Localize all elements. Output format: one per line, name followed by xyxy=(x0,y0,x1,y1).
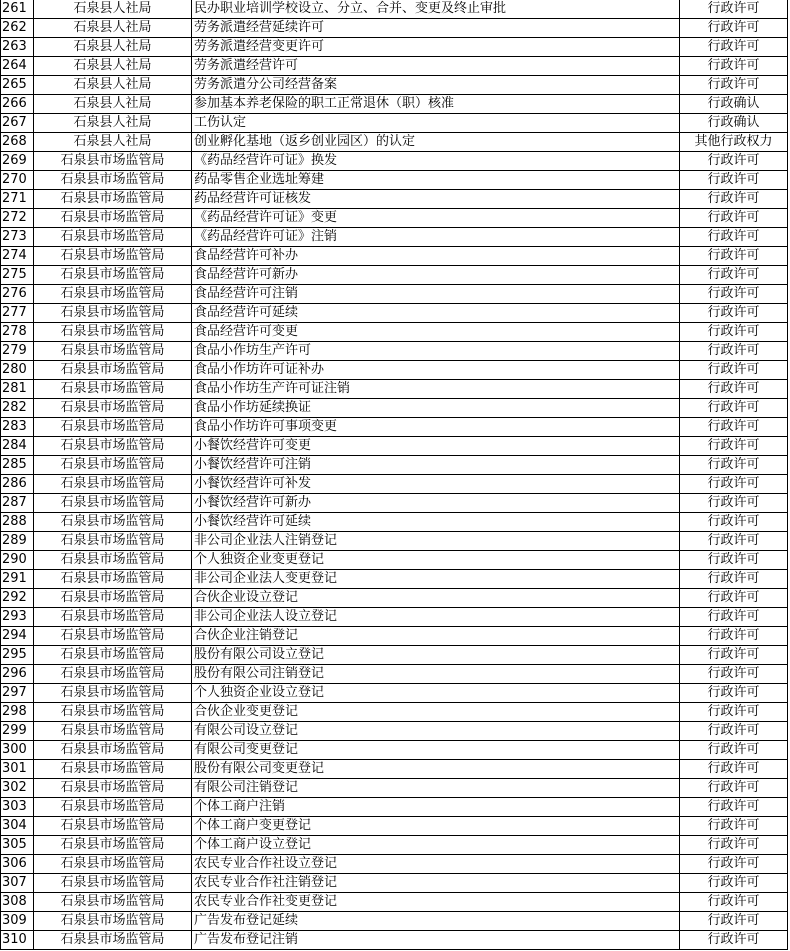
row-number-cell: 301 xyxy=(1,760,34,779)
power-type-cell: 行政许可 xyxy=(680,494,788,513)
power-type-cell: 行政许可 xyxy=(680,893,788,912)
department-cell: 石泉县市场监管局 xyxy=(34,665,192,684)
row-number-cell: 290 xyxy=(1,551,34,570)
department-cell: 石泉县人社局 xyxy=(34,133,192,152)
department-cell: 石泉县市场监管局 xyxy=(34,741,192,760)
department-cell: 石泉县市场监管局 xyxy=(34,152,192,171)
table-row xyxy=(1,418,788,437)
row-number-cell: 266 xyxy=(1,95,34,114)
row-number-cell: 310 xyxy=(1,931,34,950)
item-name-cell: 小餐饮经营许可补发 xyxy=(192,475,680,494)
row-number-cell: 274 xyxy=(1,247,34,266)
row-number-cell: 298 xyxy=(1,703,34,722)
item-name-cell: 小餐饮经营许可变更 xyxy=(192,437,680,456)
power-type-cell: 行政许可 xyxy=(680,741,788,760)
department-cell: 石泉县市场监管局 xyxy=(34,437,192,456)
department-cell: 石泉县市场监管局 xyxy=(34,931,192,950)
table-row xyxy=(1,703,788,722)
table-row xyxy=(1,209,788,228)
table-row xyxy=(1,494,788,513)
department-cell: 石泉县市场监管局 xyxy=(34,304,192,323)
item-name-cell: 食品小作坊生产许可 xyxy=(192,342,680,361)
power-type-cell: 行政许可 xyxy=(680,608,788,627)
power-type-cell: 行政许可 xyxy=(680,437,788,456)
department-cell: 石泉县市场监管局 xyxy=(34,893,192,912)
item-name-cell: 广告发布登记延续 xyxy=(192,912,680,931)
item-name-cell: 广告发布登记注销 xyxy=(192,931,680,950)
table-row xyxy=(1,19,788,38)
table-row xyxy=(1,95,788,114)
item-name-cell: 劳务派遣经营延续许可 xyxy=(192,19,680,38)
department-cell: 石泉县市场监管局 xyxy=(34,779,192,798)
table-row xyxy=(1,931,788,950)
department-cell: 石泉县市场监管局 xyxy=(34,228,192,247)
department-cell: 石泉县市场监管局 xyxy=(34,285,192,304)
item-name-cell: 食品经营许可变更 xyxy=(192,323,680,342)
row-number-cell: 264 xyxy=(1,57,34,76)
row-number-cell: 285 xyxy=(1,456,34,475)
item-name-cell: 股份有限公司变更登记 xyxy=(192,760,680,779)
power-type-cell: 行政许可 xyxy=(680,304,788,323)
item-name-cell: 有限公司设立登记 xyxy=(192,722,680,741)
department-cell: 石泉县市场监管局 xyxy=(34,855,192,874)
power-type-cell: 行政许可 xyxy=(680,570,788,589)
department-cell: 石泉县市场监管局 xyxy=(34,646,192,665)
power-type-cell: 行政确认 xyxy=(680,95,788,114)
table-row xyxy=(1,874,788,893)
item-name-cell: 食品小作坊生产许可证注销 xyxy=(192,380,680,399)
row-number-cell: 294 xyxy=(1,627,34,646)
item-name-cell: 非公司企业法人变更登记 xyxy=(192,570,680,589)
table-row xyxy=(1,646,788,665)
item-name-cell: 有限公司注销登记 xyxy=(192,779,680,798)
table-row xyxy=(1,912,788,931)
power-type-cell: 行政许可 xyxy=(680,532,788,551)
item-name-cell: 食品经营许可延续 xyxy=(192,304,680,323)
table-row xyxy=(1,589,788,608)
power-type-cell: 行政许可 xyxy=(680,475,788,494)
department-cell: 石泉县市场监管局 xyxy=(34,722,192,741)
row-number-cell: 292 xyxy=(1,589,34,608)
power-type-cell: 行政许可 xyxy=(680,171,788,190)
power-type-cell: 行政许可 xyxy=(680,589,788,608)
row-number-cell: 283 xyxy=(1,418,34,437)
table-row xyxy=(1,247,788,266)
department-cell: 石泉县市场监管局 xyxy=(34,608,192,627)
department-cell: 石泉县人社局 xyxy=(34,95,192,114)
power-type-cell: 行政许可 xyxy=(680,665,788,684)
power-type-cell: 行政许可 xyxy=(680,399,788,418)
row-number-cell: 309 xyxy=(1,912,34,931)
department-cell: 石泉县市场监管局 xyxy=(34,703,192,722)
row-number-cell: 304 xyxy=(1,817,34,836)
department-cell: 石泉县市场监管局 xyxy=(34,456,192,475)
power-type-cell: 行政许可 xyxy=(680,57,788,76)
department-cell: 石泉县市场监管局 xyxy=(34,171,192,190)
row-number-cell: 269 xyxy=(1,152,34,171)
power-type-cell: 行政许可 xyxy=(680,456,788,475)
item-name-cell: 食品小作坊延续换证 xyxy=(192,399,680,418)
item-name-cell: 劳务派遣经营变更许可 xyxy=(192,38,680,57)
table-row xyxy=(1,38,788,57)
department-cell: 石泉县人社局 xyxy=(34,57,192,76)
item-name-cell: 股份有限公司注销登记 xyxy=(192,665,680,684)
row-number-cell: 307 xyxy=(1,874,34,893)
table-row xyxy=(1,627,788,646)
row-number-cell: 275 xyxy=(1,266,34,285)
table-row xyxy=(1,190,788,209)
department-cell: 石泉县人社局 xyxy=(34,76,192,95)
item-name-cell: 合伙企业变更登记 xyxy=(192,703,680,722)
table-row xyxy=(1,171,788,190)
power-type-cell: 行政许可 xyxy=(680,646,788,665)
item-name-cell: 小餐饮经营许可新办 xyxy=(192,494,680,513)
item-name-cell: 股份有限公司设立登记 xyxy=(192,646,680,665)
item-name-cell: 个体工商户变更登记 xyxy=(192,817,680,836)
power-type-cell: 行政许可 xyxy=(680,627,788,646)
item-name-cell: 食品经营许可注销 xyxy=(192,285,680,304)
table-row xyxy=(1,342,788,361)
row-number-cell: 270 xyxy=(1,171,34,190)
power-type-cell: 行政许可 xyxy=(680,760,788,779)
table-row xyxy=(1,133,788,152)
item-name-cell: 个体工商户设立登记 xyxy=(192,836,680,855)
item-name-cell: 农民专业合作社变更登记 xyxy=(192,893,680,912)
table-row xyxy=(1,817,788,836)
department-cell: 石泉县市场监管局 xyxy=(34,874,192,893)
table-row xyxy=(1,76,788,95)
item-name-cell: 民办职业培训学校设立、分立、合并、变更及终止审批 xyxy=(192,0,680,19)
row-number-cell: 265 xyxy=(1,76,34,95)
row-number-cell: 289 xyxy=(1,532,34,551)
power-type-cell: 行政许可 xyxy=(680,722,788,741)
power-type-cell: 行政许可 xyxy=(680,342,788,361)
table-row xyxy=(1,665,788,684)
row-number-cell: 299 xyxy=(1,722,34,741)
table-row xyxy=(1,779,788,798)
item-name-cell: 劳务派遣经营许可 xyxy=(192,57,680,76)
power-type-cell: 行政许可 xyxy=(680,76,788,95)
power-type-cell: 行政许可 xyxy=(680,703,788,722)
row-number-cell: 278 xyxy=(1,323,34,342)
power-type-cell: 行政许可 xyxy=(680,152,788,171)
department-cell: 石泉县市场监管局 xyxy=(34,570,192,589)
power-type-cell: 行政许可 xyxy=(680,19,788,38)
item-name-cell: 个人独资企业设立登记 xyxy=(192,684,680,703)
power-type-cell: 其他行政权力 xyxy=(680,133,788,152)
item-name-cell: 非公司企业法人注销登记 xyxy=(192,532,680,551)
table-row xyxy=(1,855,788,874)
table-body xyxy=(1,0,788,950)
item-name-cell: 创业孵化基地（返乡创业园区）的认定 xyxy=(192,133,680,152)
row-number-cell: 272 xyxy=(1,209,34,228)
row-number-cell: 291 xyxy=(1,570,34,589)
power-type-cell: 行政许可 xyxy=(680,0,788,19)
item-name-cell: 非公司企业法人设立登记 xyxy=(192,608,680,627)
table-row xyxy=(1,760,788,779)
department-cell: 石泉县市场监管局 xyxy=(34,190,192,209)
item-name-cell: 个人独资企业变更登记 xyxy=(192,551,680,570)
item-name-cell: 农民专业合作社注销登记 xyxy=(192,874,680,893)
table-row xyxy=(1,684,788,703)
power-type-cell: 行政许可 xyxy=(680,798,788,817)
row-number-cell: 288 xyxy=(1,513,34,532)
department-cell: 石泉县市场监管局 xyxy=(34,532,192,551)
row-number-cell: 287 xyxy=(1,494,34,513)
item-name-cell: 工伤认定 xyxy=(192,114,680,133)
row-number-cell: 279 xyxy=(1,342,34,361)
item-name-cell: 食品小作坊许可事项变更 xyxy=(192,418,680,437)
table-row xyxy=(1,475,788,494)
table-row xyxy=(1,228,788,247)
row-number-cell: 308 xyxy=(1,893,34,912)
row-number-cell: 261 xyxy=(1,0,34,19)
power-type-cell: 行政许可 xyxy=(680,836,788,855)
power-type-cell: 行政许可 xyxy=(680,247,788,266)
row-number-cell: 276 xyxy=(1,285,34,304)
table-row xyxy=(1,399,788,418)
row-number-cell: 300 xyxy=(1,741,34,760)
power-type-cell: 行政许可 xyxy=(680,285,788,304)
power-type-cell: 行政许可 xyxy=(680,228,788,247)
item-name-cell: 药品零售企业选址筹建 xyxy=(192,171,680,190)
power-type-cell: 行政确认 xyxy=(680,114,788,133)
table-row xyxy=(1,836,788,855)
power-type-cell: 行政许可 xyxy=(680,779,788,798)
table-row xyxy=(1,741,788,760)
department-cell: 石泉县市场监管局 xyxy=(34,684,192,703)
department-cell: 石泉县市场监管局 xyxy=(34,836,192,855)
table-row xyxy=(1,323,788,342)
table-row xyxy=(1,57,788,76)
table-row xyxy=(1,551,788,570)
table-row xyxy=(1,532,788,551)
row-number-cell: 262 xyxy=(1,19,34,38)
table-row xyxy=(1,798,788,817)
power-type-cell: 行政许可 xyxy=(680,361,788,380)
row-number-cell: 293 xyxy=(1,608,34,627)
department-cell: 石泉县市场监管局 xyxy=(34,627,192,646)
item-name-cell: 食品经营许可新办 xyxy=(192,266,680,285)
department-cell: 石泉县市场监管局 xyxy=(34,475,192,494)
power-type-cell: 行政许可 xyxy=(680,855,788,874)
table-row xyxy=(1,437,788,456)
table-row xyxy=(1,722,788,741)
table-row xyxy=(1,361,788,380)
row-number-cell: 297 xyxy=(1,684,34,703)
department-cell: 石泉县市场监管局 xyxy=(34,209,192,228)
item-name-cell: 《药品经营许可证》换发 xyxy=(192,152,680,171)
table-row xyxy=(1,0,788,19)
item-name-cell: 食品经营许可补办 xyxy=(192,247,680,266)
item-name-cell: 小餐饮经营许可注销 xyxy=(192,456,680,475)
item-name-cell: 劳务派遣分公司经营备案 xyxy=(192,76,680,95)
row-number-cell: 295 xyxy=(1,646,34,665)
department-cell: 石泉县市场监管局 xyxy=(34,912,192,931)
power-type-cell: 行政许可 xyxy=(680,190,788,209)
item-name-cell: 小餐饮经营许可延续 xyxy=(192,513,680,532)
item-name-cell: 农民专业合作社设立登记 xyxy=(192,855,680,874)
power-type-cell: 行政许可 xyxy=(680,418,788,437)
table-row xyxy=(1,152,788,171)
power-type-cell: 行政许可 xyxy=(680,931,788,950)
department-cell: 石泉县市场监管局 xyxy=(34,266,192,285)
item-name-cell: 个体工商户注销 xyxy=(192,798,680,817)
item-name-cell: 药品经营许可证核发 xyxy=(192,190,680,209)
department-cell: 石泉县人社局 xyxy=(34,38,192,57)
department-cell: 石泉县市场监管局 xyxy=(34,551,192,570)
table-row xyxy=(1,570,788,589)
row-number-cell: 296 xyxy=(1,665,34,684)
department-cell: 石泉县人社局 xyxy=(34,114,192,133)
row-number-cell: 303 xyxy=(1,798,34,817)
department-cell: 石泉县市场监管局 xyxy=(34,323,192,342)
row-number-cell: 302 xyxy=(1,779,34,798)
department-cell: 石泉县市场监管局 xyxy=(34,342,192,361)
row-number-cell: 284 xyxy=(1,437,34,456)
item-name-cell: 《药品经营许可证》变更 xyxy=(192,209,680,228)
department-cell: 石泉县市场监管局 xyxy=(34,247,192,266)
item-name-cell: 食品小作坊许可证补办 xyxy=(192,361,680,380)
row-number-cell: 305 xyxy=(1,836,34,855)
table-row xyxy=(1,456,788,475)
power-type-cell: 行政许可 xyxy=(680,513,788,532)
department-cell: 石泉县市场监管局 xyxy=(34,589,192,608)
row-number-cell: 286 xyxy=(1,475,34,494)
table-row xyxy=(1,380,788,399)
power-type-cell: 行政许可 xyxy=(680,817,788,836)
department-cell: 石泉县市场监管局 xyxy=(34,760,192,779)
table-row xyxy=(1,266,788,285)
row-number-cell: 306 xyxy=(1,855,34,874)
department-cell: 石泉县人社局 xyxy=(34,19,192,38)
row-number-cell: 273 xyxy=(1,228,34,247)
row-number-cell: 268 xyxy=(1,133,34,152)
power-type-cell: 行政许可 xyxy=(680,874,788,893)
power-type-cell: 行政许可 xyxy=(680,266,788,285)
row-number-cell: 263 xyxy=(1,38,34,57)
table-row xyxy=(1,608,788,627)
power-type-cell: 行政许可 xyxy=(680,912,788,931)
table-row xyxy=(1,893,788,912)
power-type-cell: 行政许可 xyxy=(680,209,788,228)
power-type-cell: 行政许可 xyxy=(680,684,788,703)
power-type-cell: 行政许可 xyxy=(680,551,788,570)
department-cell: 石泉县市场监管局 xyxy=(34,361,192,380)
power-type-cell: 行政许可 xyxy=(680,380,788,399)
power-type-cell: 行政许可 xyxy=(680,323,788,342)
item-name-cell: 合伙企业注销登记 xyxy=(192,627,680,646)
item-name-cell: 《药品经营许可证》注销 xyxy=(192,228,680,247)
department-cell: 石泉县市场监管局 xyxy=(34,494,192,513)
department-cell: 石泉县市场监管局 xyxy=(34,817,192,836)
department-cell: 石泉县市场监管局 xyxy=(34,399,192,418)
row-number-cell: 277 xyxy=(1,304,34,323)
item-name-cell: 参加基本养老保险的职工正常退休（职）核准 xyxy=(192,95,680,114)
table-row xyxy=(1,114,788,133)
row-number-cell: 282 xyxy=(1,399,34,418)
power-type-cell: 行政许可 xyxy=(680,38,788,57)
table-row xyxy=(1,513,788,532)
item-name-cell: 合伙企业设立登记 xyxy=(192,589,680,608)
department-cell: 石泉县市场监管局 xyxy=(34,380,192,399)
department-cell: 石泉县人社局 xyxy=(34,0,192,19)
item-name-cell: 有限公司变更登记 xyxy=(192,741,680,760)
table-row xyxy=(1,304,788,323)
department-cell: 石泉县市场监管局 xyxy=(34,798,192,817)
department-cell: 石泉县市场监管局 xyxy=(34,418,192,437)
row-number-cell: 280 xyxy=(1,361,34,380)
row-number-cell: 281 xyxy=(1,380,34,399)
row-number-cell: 267 xyxy=(1,114,34,133)
table-row xyxy=(1,285,788,304)
department-cell: 石泉县市场监管局 xyxy=(34,513,192,532)
row-number-cell: 271 xyxy=(1,190,34,209)
